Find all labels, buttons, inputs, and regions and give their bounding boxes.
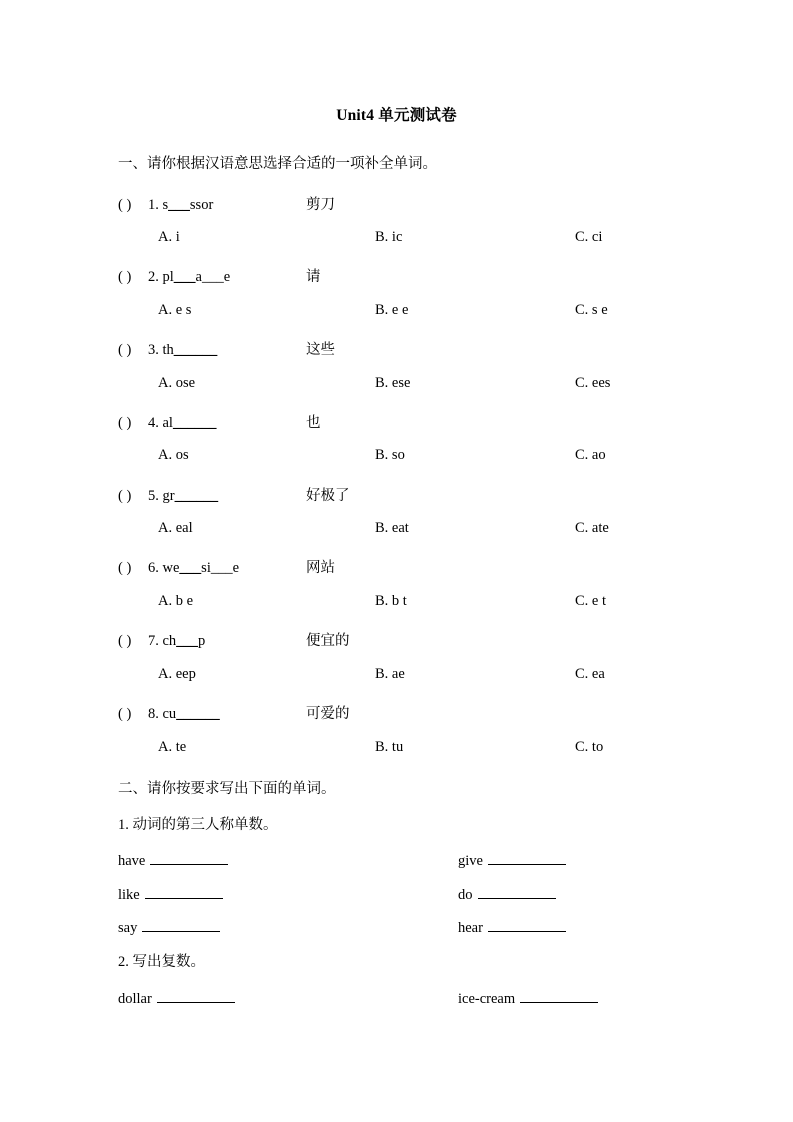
word-item-ice-cream: ice-cream: [458, 989, 598, 1008]
subsection-2-heading: 2. 写出复数。: [118, 954, 205, 970]
option-b-3[interactable]: B. ese: [375, 375, 411, 391]
option-c-7[interactable]: C. ea: [575, 666, 605, 682]
question-stem-4: 4. al______: [148, 415, 217, 431]
option-b-2[interactable]: B. e e: [375, 302, 409, 318]
word-item-do: do: [458, 885, 556, 904]
option-a-2[interactable]: A. e s: [158, 302, 192, 318]
question-row-3: [118, 338, 335, 359]
word-item-hear: hear: [458, 918, 566, 937]
option-b-4[interactable]: B. so: [375, 447, 405, 463]
option-c-5[interactable]: C. ate: [575, 520, 609, 536]
option-c-3[interactable]: C. ees: [575, 375, 611, 391]
question-stem-3: 3. th______: [148, 342, 218, 358]
answer-blank-line[interactable]: [157, 989, 235, 1003]
stem-blank: ______: [174, 488, 219, 504]
option-a-6[interactable]: A. b e: [158, 593, 194, 609]
answer-bracket-6[interactable]: ( ): [118, 560, 132, 576]
option-c-6[interactable]: C. e t: [575, 593, 607, 609]
question-row-2: [118, 265, 321, 286]
answer-bracket-3[interactable]: ( ): [118, 342, 132, 358]
option-b-1[interactable]: B. ic: [375, 229, 403, 245]
question-meaning-4: 也: [306, 415, 321, 431]
option-c-8[interactable]: C. to: [575, 739, 604, 755]
question-stem-2: 2. pl___a___e: [148, 269, 231, 285]
word-item-say: say: [118, 918, 220, 937]
option-a-8[interactable]: A. te: [158, 739, 187, 755]
answer-bracket-4[interactable]: ( ): [118, 415, 132, 431]
word-item-have: have: [118, 851, 228, 870]
option-b-6[interactable]: B. b t: [375, 593, 407, 609]
answer-bracket-5[interactable]: ( ): [118, 488, 132, 504]
question-meaning-7: 便宜的: [306, 633, 350, 649]
question-stem-5: 5. gr______: [148, 488, 219, 504]
question-meaning-6: 网站: [306, 560, 335, 576]
answer-blank-line[interactable]: [488, 851, 566, 865]
stem-blank: ______: [173, 342, 218, 358]
stem-blank: ______: [172, 415, 217, 431]
option-a-1[interactable]: A. i: [158, 229, 180, 245]
page-title: Unit4 单元测试卷: [336, 107, 457, 124]
question-row-1: [118, 193, 335, 214]
option-b-5[interactable]: B. eat: [375, 520, 409, 536]
question-stem-1: 1. s___ssor: [148, 197, 214, 213]
answer-bracket-1[interactable]: ( ): [118, 197, 132, 213]
word-item-give: give: [458, 851, 566, 870]
subsection-1-heading: 1. 动词的第三人称单数。: [118, 817, 278, 833]
question-meaning-2: 请: [306, 269, 321, 285]
answer-blank-line[interactable]: [478, 885, 556, 899]
question-meaning-8: 可爱的: [306, 706, 350, 722]
question-row-7: [118, 629, 350, 650]
section-two-heading: 二、请你按要求写出下面的单词。: [118, 781, 336, 797]
answer-bracket-8[interactable]: ( ): [118, 706, 132, 722]
option-a-5[interactable]: A. eal: [158, 520, 193, 536]
stem-blank: ___: [176, 633, 198, 649]
answer-bracket-2[interactable]: ( ): [118, 269, 132, 285]
word-item-like: like: [118, 885, 223, 904]
question-row-5: [118, 484, 350, 505]
answer-blank-line[interactable]: [488, 918, 566, 932]
option-a-4[interactable]: A. os: [158, 447, 189, 463]
question-meaning-1: 剪刀: [306, 197, 335, 213]
answer-blank-line[interactable]: [520, 989, 598, 1003]
option-a-7[interactable]: A. eep: [158, 666, 196, 682]
option-b-7[interactable]: B. ae: [375, 666, 405, 682]
stem-blank: ___: [173, 269, 196, 285]
stem-blank: ___: [168, 197, 190, 213]
option-a-3[interactable]: A. ose: [158, 375, 196, 391]
question-row-4: [118, 411, 321, 432]
answer-bracket-7[interactable]: ( ): [118, 633, 132, 649]
stem-blank: ___: [179, 560, 202, 576]
question-stem-6: 6. we___si___e: [148, 560, 240, 576]
option-b-8[interactable]: B. tu: [375, 739, 404, 755]
option-c-2[interactable]: C. s e: [575, 302, 608, 318]
answer-blank-line[interactable]: [142, 918, 220, 932]
option-c-1[interactable]: C. ci: [575, 229, 603, 245]
question-row-6: [118, 556, 335, 577]
question-meaning-5: 好极了: [306, 488, 350, 504]
answer-blank-line[interactable]: [145, 885, 223, 899]
question-meaning-3: 这些: [306, 342, 335, 358]
section-one-heading: 一、请你根据汉语意思选择合适的一项补全单词。: [118, 156, 437, 172]
question-row-8: [118, 702, 350, 723]
answer-blank-line[interactable]: [150, 851, 228, 865]
word-item-dollar: dollar: [118, 989, 235, 1008]
stem-blank: ______: [176, 706, 220, 722]
option-c-4[interactable]: C. ao: [575, 447, 606, 463]
question-stem-8: 8. cu______: [148, 706, 220, 722]
question-stem-7: 7. ch___p: [148, 633, 206, 649]
